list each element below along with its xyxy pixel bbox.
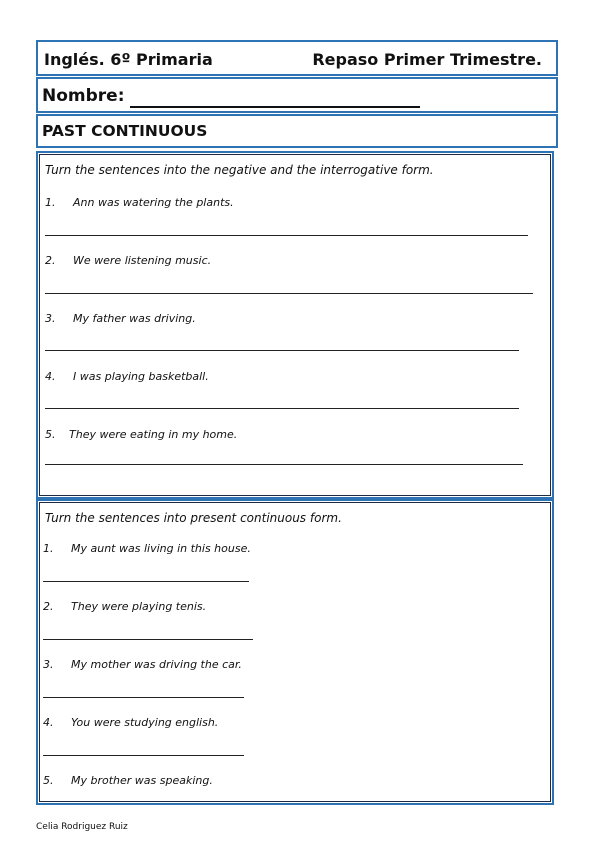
name-label: Nombre:: [42, 86, 125, 106]
item-number: 2.: [43, 600, 54, 613]
answer-line[interactable]: [45, 464, 523, 465]
item-text: We were listening music.: [73, 254, 212, 267]
author-credit: Celia Rodriguez Ruiz: [36, 822, 128, 832]
exercise-2-item: [43, 658, 242, 671]
item-number: 4.: [43, 716, 54, 729]
item-text: They were eating in my home.: [69, 428, 238, 441]
item-text: My aunt was living in this house.: [71, 542, 251, 555]
item-text: You were studying english.: [71, 716, 219, 729]
topic-title: PAST CONTINUOUS: [42, 122, 208, 140]
item-number: 5.: [45, 428, 56, 441]
answer-line[interactable]: [45, 235, 528, 236]
worksheet-header: [36, 40, 558, 76]
answer-line[interactable]: [43, 581, 249, 582]
item-number: 1.: [43, 542, 54, 555]
item-text: My father was driving.: [73, 312, 196, 325]
answer-line[interactable]: [43, 755, 244, 756]
topic-row: [36, 114, 558, 148]
subject-title: Inglés. 6º Primaria: [44, 50, 213, 69]
exercise-2: [36, 499, 554, 805]
exercise-1: [36, 151, 554, 499]
answer-line[interactable]: [45, 350, 519, 351]
answer-line[interactable]: [43, 697, 244, 698]
exercise-1-item: [45, 428, 237, 441]
item-number: 2.: [45, 254, 56, 267]
exercise-1-item: [45, 370, 209, 383]
exercise-2-item: [43, 600, 206, 613]
item-text: I was playing basketball.: [73, 370, 209, 383]
term-title: Repaso Primer Trimestre.: [312, 50, 542, 69]
answer-line[interactable]: [45, 408, 519, 409]
item-number: 3.: [43, 658, 54, 671]
item-text: My brother was speaking.: [71, 774, 213, 787]
name-row: [36, 77, 558, 113]
item-number: 4.: [45, 370, 56, 383]
answer-line[interactable]: [45, 293, 533, 294]
answer-line[interactable]: [43, 639, 253, 640]
exercise-2-instruction: Turn the sentences into present continuous form.: [45, 511, 342, 525]
exercise-1-item: [45, 312, 196, 325]
item-text: My mother was driving the car.: [71, 658, 242, 671]
exercise-2-item: [43, 774, 213, 787]
exercise-1-item: [45, 196, 234, 209]
item-text: Ann was watering the plants.: [73, 196, 234, 209]
exercise-2-item: [43, 716, 218, 729]
item-text: They were playing tenis.: [71, 600, 207, 613]
item-number: 3.: [45, 312, 56, 325]
item-number: 5.: [43, 774, 54, 787]
exercise-1-instruction: Turn the sentences into the negative and the interrogative form.: [45, 163, 434, 177]
exercise-2-item: [43, 542, 251, 555]
name-answer-line[interactable]: [130, 106, 420, 108]
item-number: 1.: [45, 196, 56, 209]
exercise-1-item: [45, 254, 211, 267]
